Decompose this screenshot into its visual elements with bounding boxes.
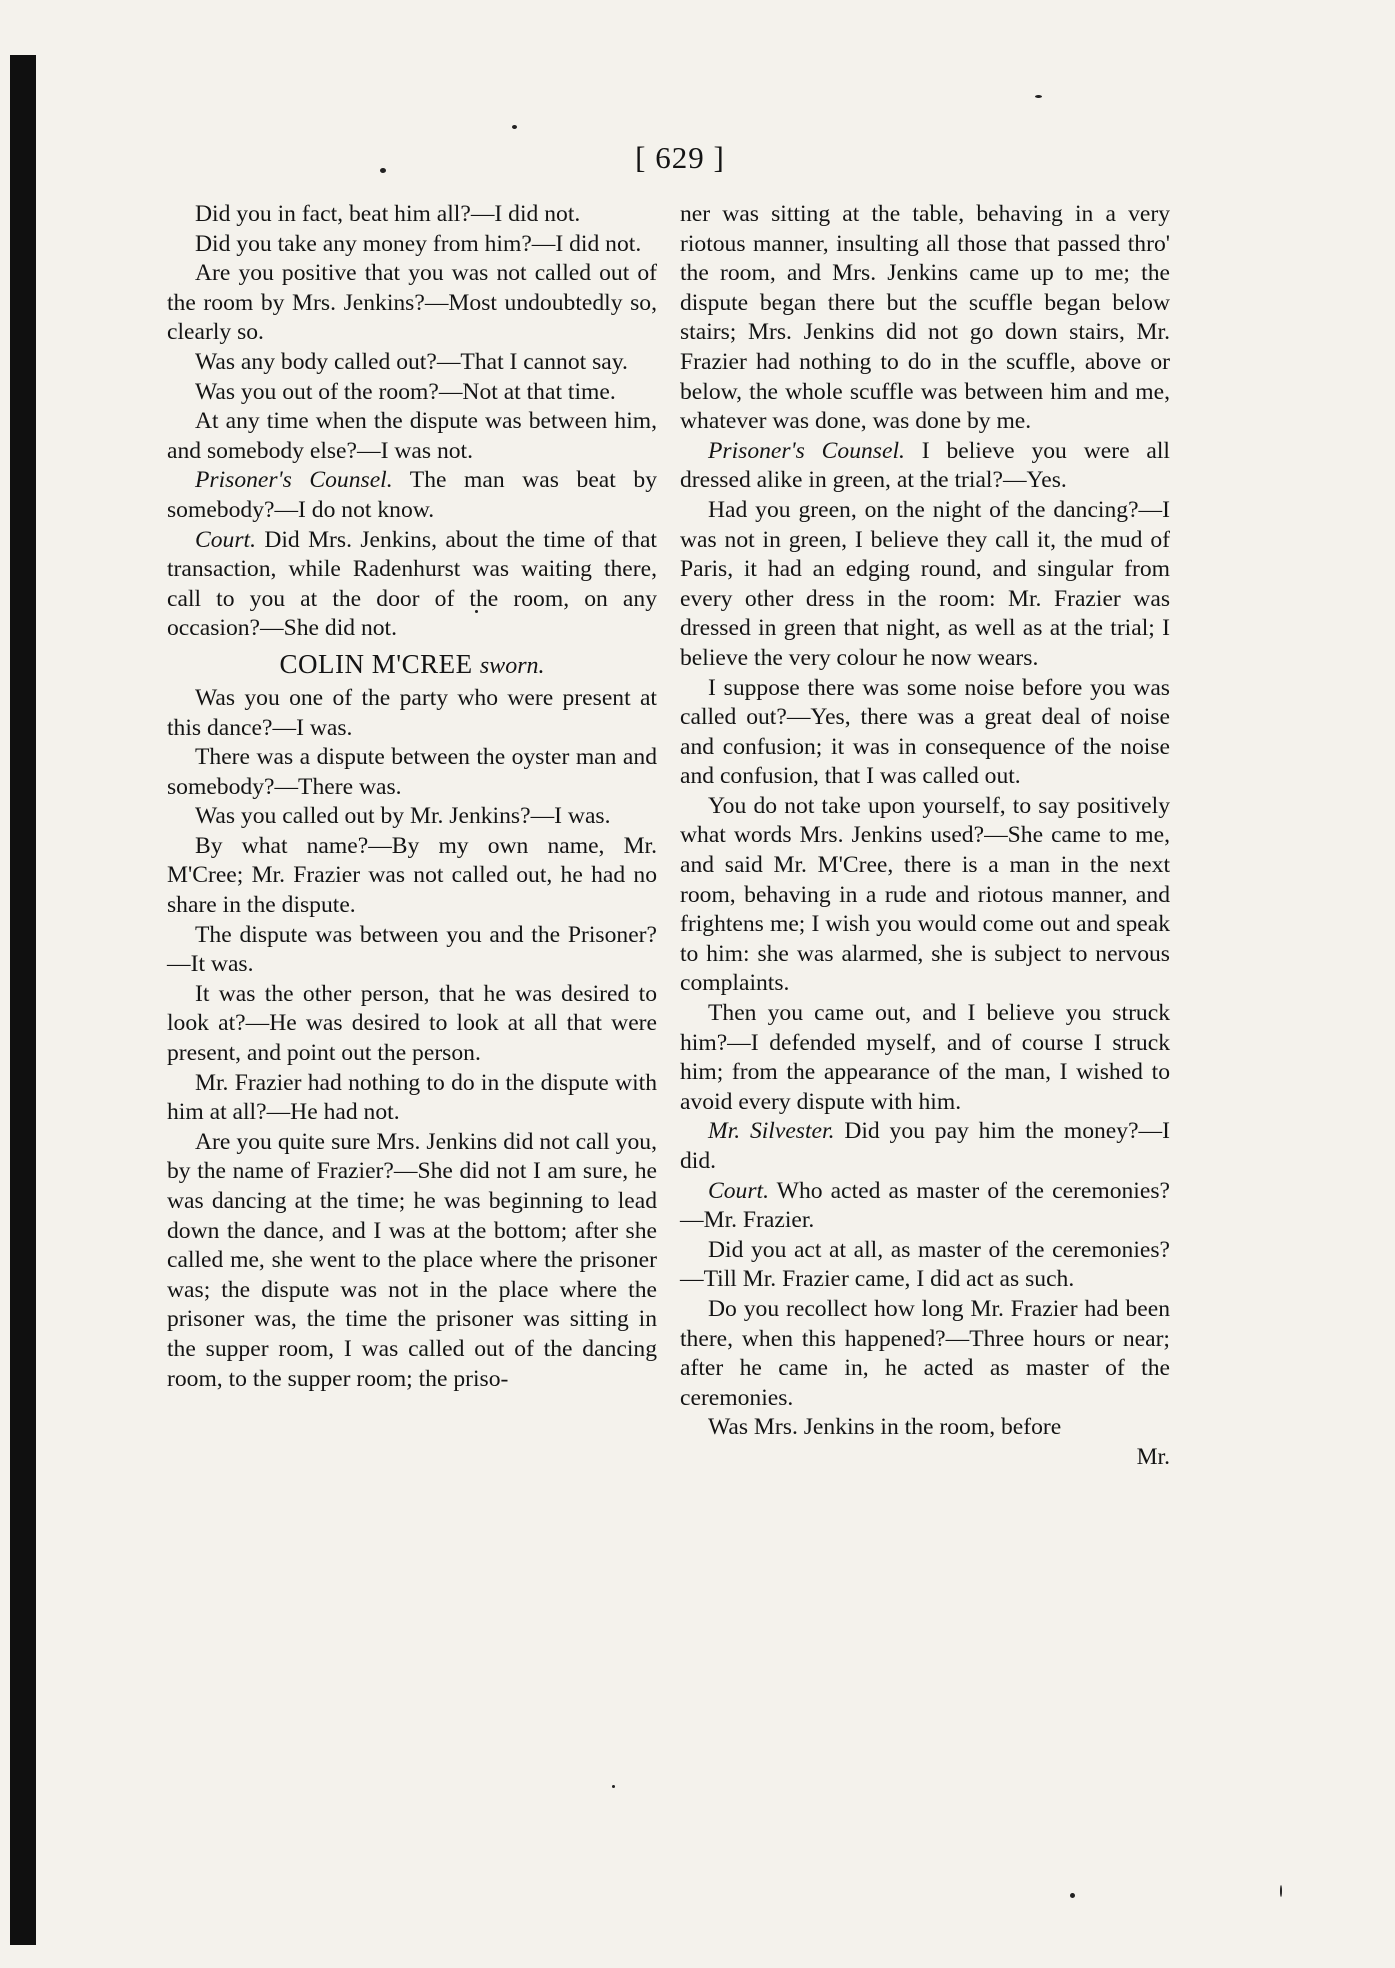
paragraph: By what name?—By my own name, Mr. M'Cree; Mr. Frazier was not called out, he had no share in the dispute. — [167, 832, 657, 919]
paragraph: I suppose there was some noise before you was called out?—Yes, there was a great deal of noise and confusion; it was in consequence of the noise and confusion, that I was called out. — [680, 674, 1170, 790]
paragraph: Did you act at all, as master of the ceremonies?—Till Mr. Frazier came, I did act as such. — [680, 1236, 1170, 1293]
print-speck — [1070, 1893, 1075, 1898]
paragraph: Was any body called out?—That I cannot say. — [195, 348, 628, 375]
print-speck — [612, 1785, 615, 1788]
paragraph: The dispute was between you and the Prisoner?—It was. — [167, 921, 657, 978]
speaker-label: Prisoner's Counsel. — [708, 437, 905, 464]
witness-heading — [167, 648, 657, 682]
page-number: [ 629 ] — [635, 140, 725, 175]
sworn-label: sworn. — [479, 652, 545, 679]
print-speck — [512, 125, 517, 129]
speaker-label: Prisoner's Counsel. — [195, 467, 393, 494]
paragraph — [167, 466, 657, 525]
paragraph: Do you recollect how long Mr. Frazier had been there, when this happened?—Three hours or near; after he came in, he acted as master of the ceremonies. — [680, 1295, 1170, 1411]
catchword: Mr. — [1136, 1443, 1170, 1470]
paragraph-text: I believe you were all dressed alike in green, at the trial?—Yes. — [680, 437, 1170, 494]
paragraph: Mr. Frazier had nothing to do in the dispute with him at all?—He had not. — [167, 1069, 657, 1126]
paragraph-text: Did you pay him the money?—I did. — [680, 1118, 1170, 1174]
paragraph — [680, 437, 1170, 496]
paragraph: Did you take any money from him?—I did not. — [195, 230, 642, 257]
paragraph — [167, 526, 657, 644]
right-column — [680, 200, 1170, 1473]
paragraph: Was Mrs. Jenkins in the room, before — [708, 1414, 1062, 1441]
paragraph: Had you green, on the night of the dancing?—I was not in green, I believe they call it, the mud of Paris, it had an edging round, and singular from every other dress in the room: Mr. Frazier was dressed in green that night, as well as at the trial; I believe the very colour he now wears. — [680, 496, 1170, 671]
paragraph: It was the other person, that he was desired to look at?—He was desired to look at all that were present, and point out the person. — [167, 980, 657, 1067]
paragraph: At any time when the dispute was between him, and somebody else?—I was not. — [167, 408, 657, 464]
witness-name: COLIN M'CREE — [279, 648, 473, 679]
paragraph: You do not take upon yourself, to say positively what words Mrs. Jenkins used?—She came to me, and said Mr. M'Cree, there is a man in the next room, behaving in a rude and riotous manner, and frightens me; I wish you would come out and speak to him: she was alarmed, she is subject to nervous complaints. — [680, 792, 1170, 997]
paragraph: Then you came out, and I believe you struck him?—I defended myself, and of course I struck him; from the appearance of the man, I wished to avoid every dispute with him. — [680, 1000, 1170, 1115]
paragraph — [680, 1177, 1170, 1236]
paragraph-text: The man was beat by somebody?—I do not know. — [167, 467, 657, 523]
paragraph-text: Who acted as master of the ceremonies?—Mr. Frazier. — [680, 1177, 1170, 1234]
paragraph: Was you out of the room?—Not at that time. — [195, 378, 616, 405]
paragraph: ner was sitting at the table, behaving in a very riotous manner, insulting all those that passed thro' the room, and Mrs. Jenkins came up to me; the dispute began there but the scuffle began below stairs; Mrs. Jenkins did not go down stairs, Mr. Frazier had nothing to do in the scuffle, above or below, the whole scuffle was between him and me, whatever was done, was done by me. — [680, 201, 1170, 435]
paragraph: Was you called out by Mr. Jenkins?—I was. — [195, 803, 611, 830]
print-speck — [1035, 95, 1042, 98]
print-speck — [1280, 1885, 1282, 1897]
speaker-label: Court. — [195, 526, 256, 553]
paragraph-text: Did Mrs. Jenkins, about the time of that transaction, while Radenhurst was waiting there, call to you at the door of the room, on any occasion?—She did not. — [167, 526, 657, 642]
paragraph: There was a dispute between the oyster man and somebody?—There was. — [167, 744, 657, 800]
paragraph: Was you one of the party who were present at this dance?—I was. — [167, 684, 657, 741]
binding-edge — [10, 55, 36, 1945]
speaker-label: Court. — [708, 1177, 769, 1204]
left-column — [167, 200, 657, 1394]
print-speck — [380, 168, 386, 173]
paragraph: Are you quite sure Mrs. Jenkins did not call you, by the name of Frazier?—She did not I am sure, he was dancing at the time; he was beginning to lead down the dance, and I was at the bottom; after she called me, she went to the place where the prisoner was; the dispute was not in the place where the prisoner was, the time the prisoner was sitting in the supper room, I was called out of the dancing room, to the supper room; the priso- — [167, 1128, 657, 1392]
paragraph — [680, 1117, 1170, 1176]
speaker-label: Mr. Silvester. — [708, 1118, 835, 1145]
paragraph: Are you positive that you was not called out of the room by Mrs. Jenkins?—Most undoubtedly so, clearly so. — [167, 260, 657, 346]
paragraph: Did you in fact, beat him all?—I did not. — [195, 201, 581, 227]
